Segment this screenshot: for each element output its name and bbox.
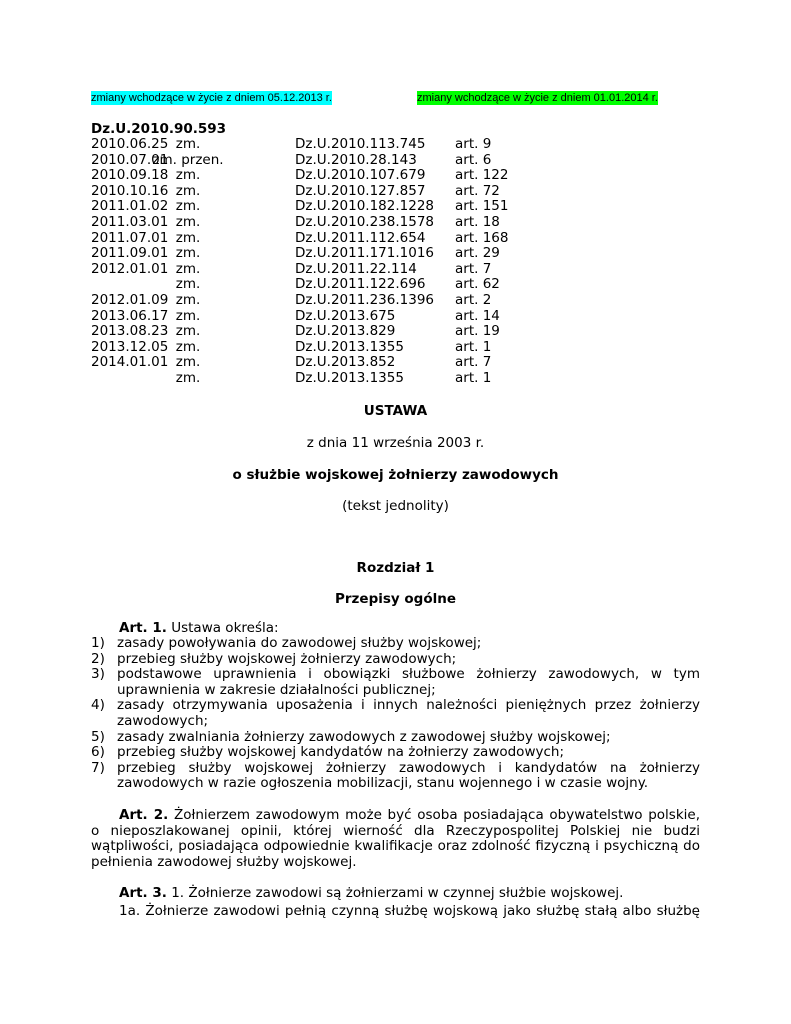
amendment-reference: Dz.U.2013.1355	[295, 338, 404, 355]
art3-paragraph-1	[91, 886, 700, 902]
list-item	[91, 652, 700, 668]
amendment-article: art. 72	[455, 182, 500, 199]
amendment-article: art. 7	[455, 354, 492, 371]
amendment-type: zm.	[175, 369, 201, 386]
list-item-text: przebieg służby wojskowej żołnierzy zawodowych i kandydatów na żołnierzy zawodowych w razie ogłoszenia mobilizacji, stanu wojennego i w czasie wojny.	[117, 759, 700, 792]
amendment-row	[91, 231, 551, 247]
art3-label: Art. 3.	[119, 885, 167, 901]
chapter-title: Przepisy ogólne	[335, 591, 456, 607]
amendment-article: art. 1	[455, 369, 492, 386]
list-item-text: zasady zwalniania żołnierzy zawodowych z zawodowej służby wojskowej;	[117, 728, 611, 745]
amendment-reference: Dz.U.2013.829	[295, 323, 396, 340]
chapter-number: Rozdział 1	[356, 560, 435, 576]
act-date: z dnia 11 września 2003 r.	[306, 435, 485, 451]
amendment-article: art. 7	[455, 260, 492, 277]
amendment-date: 2010.07.01	[91, 151, 169, 168]
list-item-text: zasady otrzymywania uposażenia i innych należności pieniężnych przez żołnierzy zawodowych;	[117, 697, 700, 729]
amendment-date: 2010.10.16	[91, 182, 169, 199]
amendment-article: art. 2	[455, 291, 492, 308]
art1-intro-text: Ustawa określa:	[171, 620, 279, 636]
amendment-date: 2011.09.01	[91, 245, 169, 262]
amendment-type: zm.	[175, 245, 201, 262]
amendment-reference: Dz.U.2013.1355	[295, 369, 404, 386]
amendment-reference: Dz.U.2010.113.745	[295, 136, 426, 152]
amendment-row	[91, 168, 551, 184]
amendment-row	[91, 262, 551, 278]
highlight-note-2013: zmiany wchodzące w życie z dniem 05.12.2013 r.	[91, 92, 332, 104]
document-id: Dz.U.2010.90.593	[91, 121, 227, 137]
art1-label: Art. 1.	[119, 620, 167, 636]
amendment-article: art. 6	[455, 151, 492, 168]
amendment-article: art. 1	[455, 338, 492, 355]
amendment-row	[91, 246, 551, 262]
amendment-row	[91, 309, 551, 325]
list-item-text: podstawowe uprawnienia i obowiązki służbowe żołnierzy zawodowych, w tym uprawnienia w zakresie działalności publicznej;	[117, 666, 700, 698]
amendment-reference: Dz.U.2011.22.114	[295, 260, 417, 277]
amendment-type: zm.	[175, 167, 201, 184]
list-item-number: 6)	[91, 744, 105, 761]
list-item-number: 4)	[91, 697, 105, 714]
amendment-date: 2013.12.05	[91, 338, 169, 355]
amendment-type: zm.	[175, 354, 201, 371]
art2-label: Art. 2.	[119, 807, 169, 823]
amendment-row	[91, 199, 551, 215]
art2-text: Żołnierzem zawodowym może być osoba posiadająca obywatelstwo polskie, o nieposzlakowanej opinii, której wierność dla Rzeczypospolitej Polskiej nie budzi wątpliwości, posiadająca odpowiednie kwalifikacje oraz zdolność fizyczną i psychiczną do pełnienia zawodowej służby wojskowej.	[91, 807, 700, 870]
amendment-article: art. 14	[455, 307, 500, 324]
amendment-article: art. 151	[455, 198, 509, 215]
amendment-row	[91, 371, 551, 387]
amendment-type: zm.	[175, 323, 201, 340]
art3-paragraph-1a: 1a. Żołnierze zawodowi pełnią czynną służbę wojskową jako służbę stałą albo służbę	[119, 903, 700, 919]
amendment-reference: Dz.U.2013.852	[295, 354, 396, 371]
amendment-article: art. 9	[455, 136, 492, 152]
amendment-date: 2011.01.02	[91, 198, 169, 215]
amendment-type: zm.	[175, 307, 201, 324]
amendment-type: zm.	[175, 213, 201, 230]
amendment-date: 2010.06.25	[91, 136, 169, 152]
amendment-type: zm.	[175, 229, 201, 246]
act-heading: USTAWA	[363, 403, 428, 419]
amendment-date: 2011.07.01	[91, 229, 169, 246]
amendment-row	[91, 355, 551, 371]
amendment-row	[91, 137, 551, 153]
amendment-date: 2014.01.01	[91, 354, 169, 371]
act-title: o służbie wojskowej żołnierzy zawodowych	[232, 467, 559, 483]
amendment-type: zm. przen.	[152, 151, 224, 168]
amendment-reference: Dz.U.2011.171.1016	[295, 245, 435, 262]
amendment-type: zm.	[175, 136, 201, 152]
amendment-reference: Dz.U.2010.107.679	[295, 167, 426, 184]
amendment-reference: Dz.U.2011.122.696	[295, 276, 426, 293]
amendment-row	[91, 293, 551, 309]
list-item	[91, 730, 700, 746]
amendment-date: 2011.03.01	[91, 213, 169, 230]
amendment-article: art. 62	[455, 276, 500, 293]
amendment-row	[91, 215, 551, 231]
amendment-row	[91, 324, 551, 340]
amendment-row	[91, 184, 551, 200]
list-item-text: przebieg służby wojskowej żołnierzy zawodowych;	[117, 650, 457, 667]
amendment-article: art. 168	[455, 229, 509, 246]
list-item-number: 3)	[91, 666, 105, 683]
amendment-article: art. 19	[455, 323, 500, 340]
amendment-date: 2013.06.17	[91, 307, 169, 324]
art1-list	[91, 636, 700, 792]
amendment-reference: Dz.U.2010.127.857	[295, 182, 426, 199]
amendment-article: art. 29	[455, 245, 500, 262]
list-item-number: 1)	[91, 635, 105, 651]
amendment-date: 2012.01.01	[91, 260, 169, 277]
amendment-type: zm.	[175, 291, 201, 308]
amendment-reference: Dz.U.2010.28.143	[295, 151, 417, 168]
amendment-date: 2012.01.09	[91, 291, 169, 308]
amendment-type: zm.	[175, 198, 201, 215]
list-item	[91, 636, 700, 652]
amendment-reference: Dz.U.2013.675	[295, 307, 396, 324]
list-item	[91, 761, 700, 792]
act-subtitle: (tekst jednolity)	[342, 498, 449, 514]
list-item-text: zasady powoływania do zawodowej służby wojskowej;	[117, 635, 482, 651]
list-item	[91, 667, 700, 698]
list-item-number: 5)	[91, 728, 105, 745]
list-item-text: przebieg służby wojskowej kandydatów na żołnierzy zawodowych;	[117, 744, 565, 761]
amendment-date: 2010.09.18	[91, 167, 169, 184]
amendment-row	[91, 277, 551, 293]
list-item	[91, 745, 700, 761]
amendment-date: 2013.08.23	[91, 323, 169, 340]
amendment-type: zm.	[175, 260, 201, 277]
amendment-article: art. 18	[455, 213, 500, 230]
amendment-row	[91, 153, 551, 169]
list-item-number: 2)	[91, 650, 105, 667]
highlight-note-2014: zmiany wchodzące w życie z dniem 01.01.2014 r.	[417, 92, 658, 104]
amendment-row	[91, 340, 551, 356]
amendment-reference: Dz.U.2011.112.654	[295, 229, 426, 246]
amendment-type: zm.	[175, 276, 201, 293]
amendment-article: art. 122	[455, 167, 509, 184]
amendment-reference: Dz.U.2010.238.1578	[295, 213, 435, 230]
art3-text-1: 1. Żołnierze zawodowi są żołnierzami w czynnej służbie wojskowej.	[171, 885, 624, 901]
amendment-type: zm.	[175, 182, 201, 199]
amendment-reference: Dz.U.2011.236.1396	[295, 291, 435, 308]
amendment-reference: Dz.U.2010.182.1228	[295, 198, 435, 215]
amendment-type: zm.	[175, 338, 201, 355]
list-item-number: 7)	[91, 759, 105, 776]
list-item	[91, 698, 700, 729]
art2-paragraph	[91, 808, 700, 870]
amendments-table	[91, 137, 551, 387]
